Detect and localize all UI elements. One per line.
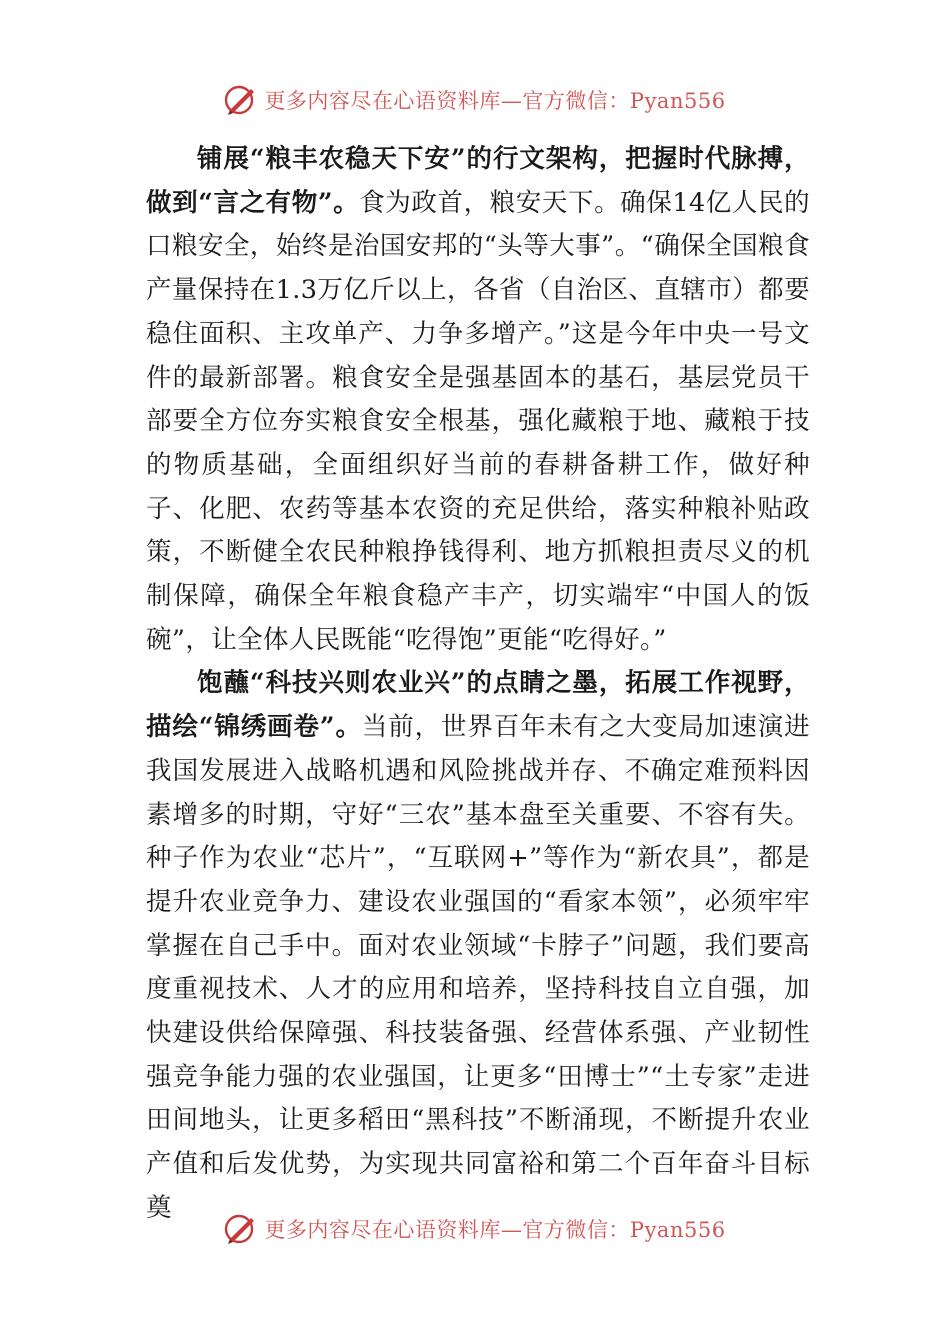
paragraph-lead: 饱蘸“科技兴则农业兴”的点睛之墨，拓展工作视野，描绘“锦绣画卷”。 xyxy=(146,668,810,743)
header-banner xyxy=(0,80,950,120)
pen-logo-icon xyxy=(224,1212,258,1246)
paragraph-text: 当前，世界百年未有之大变局加速演进我国发展进入战略机遇和风险挑战并存、不确定难预料因素增多的时期，守好“三农”基本盘至关重要、不容有失。种子作为农业“芯片”，“互联网+”等作为“新农具”，都是提升农业竞争力、建设农业强国的“看家本领”，必须牢牢掌握在自己手中。面对农业领域“卡脖子”问题，我们要高度重视技术、人才的应用和培养，坚持科技自立自强，加快建设供给保障强、科技装备强、经营体系强、产业韧性强竞争能力强的农业强国，让更多“田博士”“土专家”走进田间地头，让更多稻田“黑科技”不断涌现，不断提升农业产值和后发优势，为实现共同富裕和第二个百年奋斗目标奠 xyxy=(146,712,811,1223)
pen-logo-icon xyxy=(224,83,258,117)
article-body xyxy=(146,138,810,1231)
header-banner-text: 更多内容尽在心语资料库—官方微信：Pyan556 xyxy=(264,89,726,113)
paragraph-text: 食为政首，粮安天下。确保14亿人民的口粮安全，始终是治国安邦的“头等大事”。“确保全国粮食产量保持在1.3万亿斤以上，各省（自治区、直辖市）都要稳住面积、主攻单产、力争多增产。”这是今年中央一号文件的最新部署。粮食安全是强基固本的基石，基层党员干部要全方位夯实粮食安全根基，强化藏粮于地、藏粮于技的物质基础，全面组织好当前的春耕备耕工作，做好种子、化肥、农药等基本农资的充足供给，落实种粮补贴政策，不断健全农民种粮挣钱得利、地方抓粮担责尽义的机制保障，确保全年粮食稳产丰产，切实端牢“中国人的饭碗”，让全体人民既能“吃得饱”更能“吃得好。” xyxy=(146,187,810,655)
paragraph-agri-tech xyxy=(146,662,810,1230)
footer-banner xyxy=(0,1209,950,1249)
paragraph-grain-security xyxy=(146,138,810,662)
paragraph-lead: 铺展“粮丰农稳天下安”的行文架构，把握时代脉搏，做到“言之有物”。 xyxy=(146,144,810,218)
footer-banner-text: 更多内容尽在心语资料库—官方微信：Pyan556 xyxy=(264,1218,726,1242)
